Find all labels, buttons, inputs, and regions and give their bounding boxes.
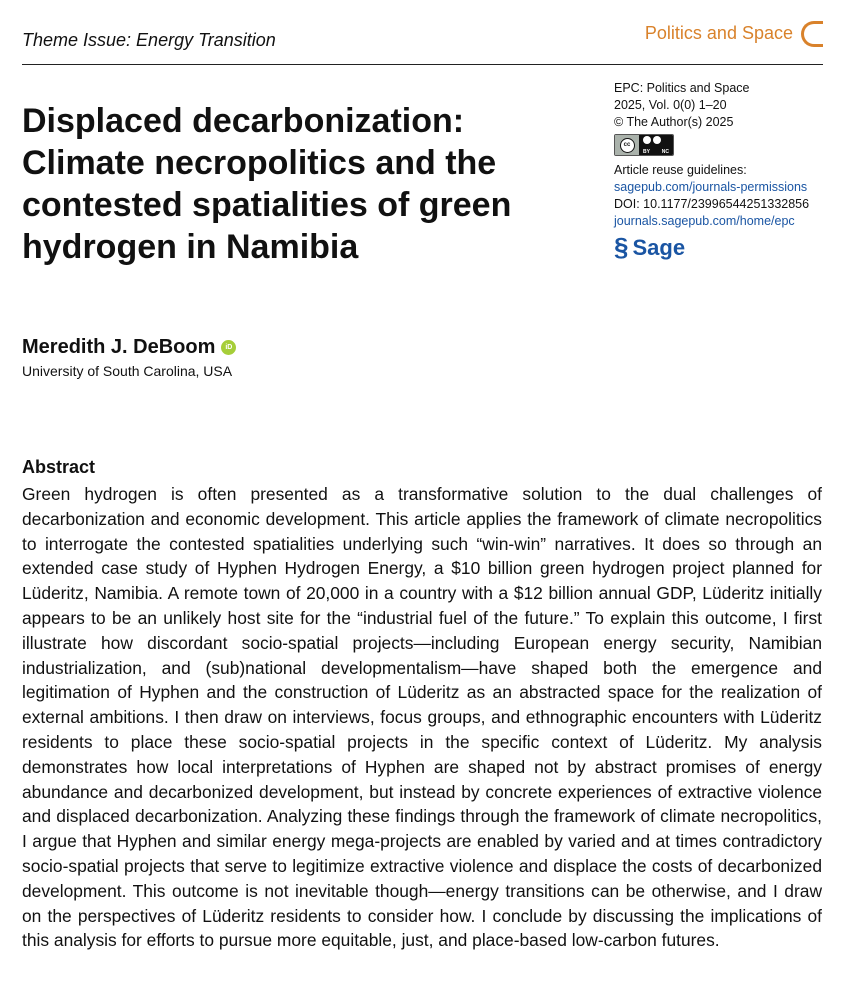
sage-publisher-logo xyxy=(614,232,844,262)
permissions-link[interactable]: sagepub.com/journals-permissions xyxy=(614,180,808,194)
journal-home-link[interactable]: journals.sagepub.com/home/epc xyxy=(614,214,795,228)
article-title: Displaced decarbonization: Climate necropolitics and the contested spatialities of green hydrogen in Namibia xyxy=(22,102,512,266)
header-divider xyxy=(22,64,823,65)
creative-commons-license-icon[interactable] xyxy=(614,134,674,156)
cc-by-label: BY xyxy=(643,149,650,155)
author-name: Meredith J. DeBoom xyxy=(22,336,216,358)
journal-name: Politics and Space xyxy=(644,22,793,43)
nc-noncommercial-icon xyxy=(653,136,661,144)
article-metadata xyxy=(614,80,844,262)
author-affiliation: University of South Carolina, USA xyxy=(22,363,233,379)
reuse-guidelines-label: Article reuse guidelines: xyxy=(614,163,747,177)
cc-logo-icon: cc xyxy=(620,138,635,153)
by-attribution-icon xyxy=(643,136,651,144)
copyright-line: © The Author(s) 2025 xyxy=(614,115,734,129)
publisher-name: Sage xyxy=(632,234,686,260)
theme-issue-label: Theme Issue: Energy Transition xyxy=(22,30,276,50)
journal-brand xyxy=(645,19,823,47)
abstract-text: Green hydrogen is often presented as a transformative solution to the dual challenges of decarbonization and economic development. This article applies the framework of climate necropolitics to interrogate the contested spatialities underlying such “win-win” narratives. It does so through an extended case study of Hyphen Hydrogen Energy, a $10 billion green hydrogen project planned for Lüderitz, Namibia. A remote town of 20,000 in a country with a $12 billion annual GDP, Lüderitz initially appears to be an unlikely host site for the “industrial fuel of the future.” To explain this outcome, I first illustrate how discordant socio-spatial projects—including European energy security, Namibian industrialization, and (sub)national developmentalism—have shaped both the emergence and legitimation of Hyphen and the construction of Lüderitz as an abstracted space for the realization of external ambitions. I then draw on interviews, focus groups, and ethnographic encounters with Lüderitz residents to place these socio-spatial projects in the specific context of Lüderitz. My analysis demonstrates how local interpretations of Hyphen are shaped not by abstract promises of energy abundance and decarbonized development, but instead by concrete experiences of extractive violence and displaced decarbonization. Analyzing these findings through the framework of climate necropolitics, I argue that Hyphen and similar energy mega-projects are enabled by varied and at times contradictory socio-spatial projects that serve to legitimize extractive violence and displace the costs of decarbonized development. This outcome is not inevitable though—energy transitions can be otherwise, and I draw on the perspectives of Lüderitz residents to consider how. I conclude by discussing the implications of this analysis for efforts to pursue more equitable, just, and place-based low-carbon futures. xyxy=(22,484,822,951)
volume-info: 2025, Vol. 0(0) 1–20 xyxy=(614,98,727,112)
sage-s-icon: § xyxy=(614,232,629,262)
orcid-icon[interactable]: iD xyxy=(221,340,236,355)
abstract-heading: Abstract xyxy=(22,457,96,477)
journal-citation: EPC: Politics and Space xyxy=(614,81,750,95)
journal-c-logo-icon xyxy=(801,21,823,47)
author-name-row xyxy=(22,336,236,359)
cc-nc-label: NC xyxy=(661,149,669,155)
doi-line[interactable]: DOI: 10.1177/23996544251332856 xyxy=(614,197,810,211)
